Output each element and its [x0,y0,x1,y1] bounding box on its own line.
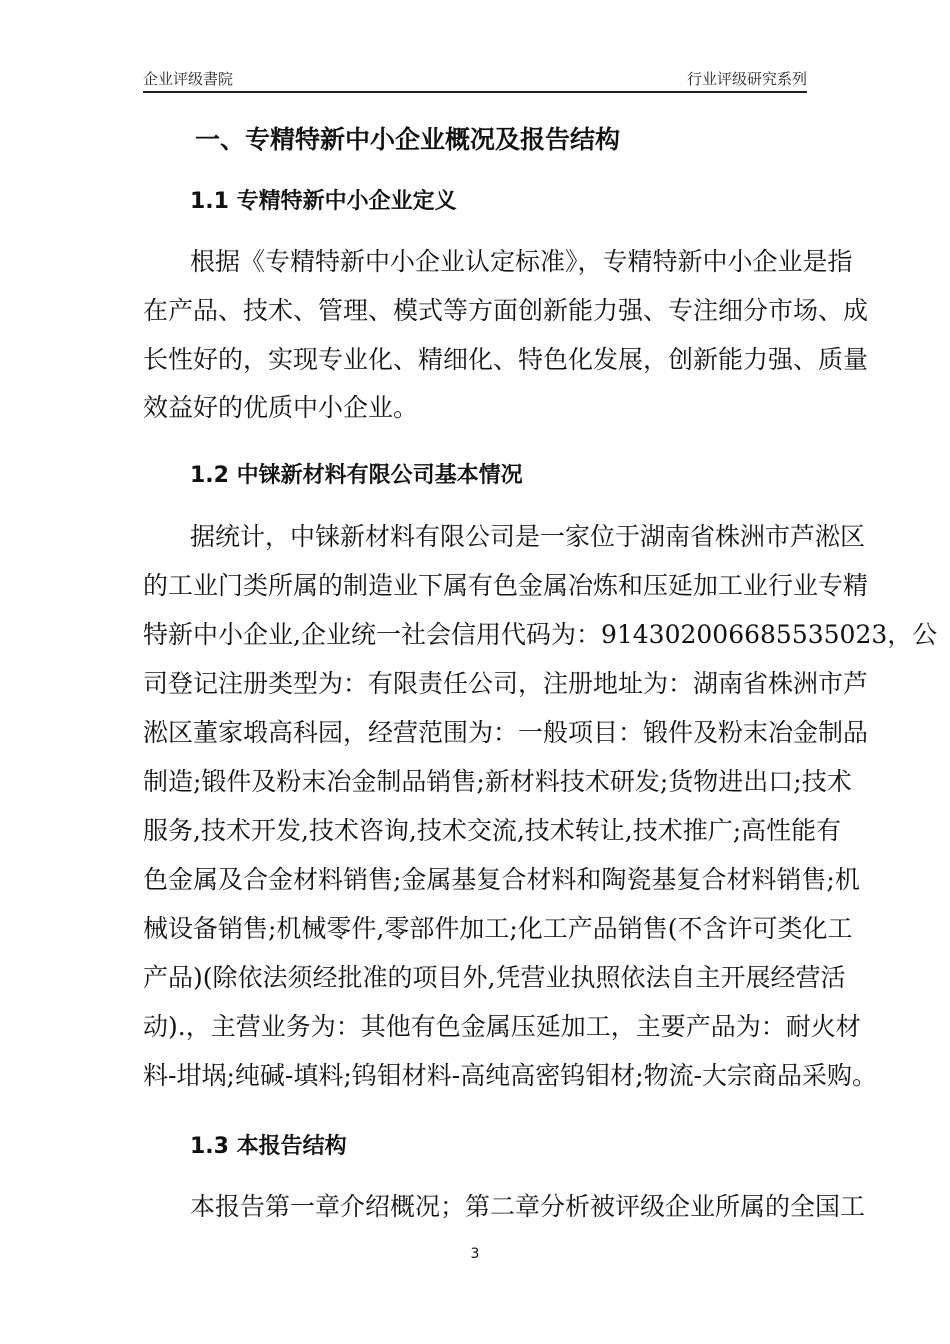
section-heading-1-1: 1.1 专精特新中小企业定义 [190,189,457,214]
paragraph-line: 特新中小企业,企业统一社会信用代码为：914302006685535023，公 [143,620,938,649]
paragraph-line: 动).，主营业务为：其他有色金属压延加工，主要产品为：耐火材 [143,1012,861,1041]
paragraph-line: 淞区董家塅高科园，经营范围为：一般项目：锻件及粉末冶金制品 [143,718,869,747]
header-right: 行业评级研究系列 [686,70,807,88]
section-heading-1-3: 1.3 本报告结构 [190,1134,347,1159]
paragraph-line: 的工业门类所属的制造业下属有色金属冶炼和压延加工业行业专精 [143,571,869,600]
paragraph-line: 本报告第一章介绍概况；第二章分析被评级企业所属的全国工 [190,1192,866,1221]
paragraph-line: 料-坩埚;纯碱-填料;钨钼材料-高纯高密钨钼材;物流-大宗商品采购。 [143,1061,878,1090]
chapter-title: 一、专精特新中小企业概况及报告结构 [195,125,621,154]
paragraph-line: 服务,技术开发,技术咨询,技术交流,技术转让,技术推广;高性能有 [143,816,842,845]
paragraph-line: 制造;锻件及粉末冶金制品销售;新材料技术研发;货物进出口;技术 [143,767,852,796]
paragraph-line: 产品)(除依法须经批准的项目外,凭营业执照依法自主开展经营活 [143,963,846,992]
paragraph-line: 在产品、技术、管理、模式等方面创新能力强、专注细分市场、成 [143,296,869,325]
paragraph-line: 司登记注册类型为：有限责任公司，注册地址为：湖南省株洲市芦 [143,669,869,698]
paragraph-line: 效益好的优质中小企业。 [143,393,419,422]
paragraph-line: 色金属及合金材料销售;金属基复合材料和陶瓷基复合材料销售;机 [143,865,860,894]
paragraph-line: 长性好的，实现专业化、精细化、特色化发展，创新能力强、质量 [143,345,869,374]
header-left: 企业评级書院 [143,70,234,88]
paragraph-line: 据统计，中铼新材料有限公司是一家位于湖南省株洲市芦淞区 [190,522,866,551]
page-number: 3 [470,1246,480,1262]
header-rule [143,91,807,93]
section-heading-1-2: 1.2 中铼新材料有限公司基本情况 [190,463,523,488]
paragraph-line: 根据《专精特新中小企业认定标准》，专精特新中小企业是指 [190,247,853,276]
paragraph-line: 械设备销售;机械零件,零部件加工;化工产品销售(不含许可类化工 [143,914,853,943]
